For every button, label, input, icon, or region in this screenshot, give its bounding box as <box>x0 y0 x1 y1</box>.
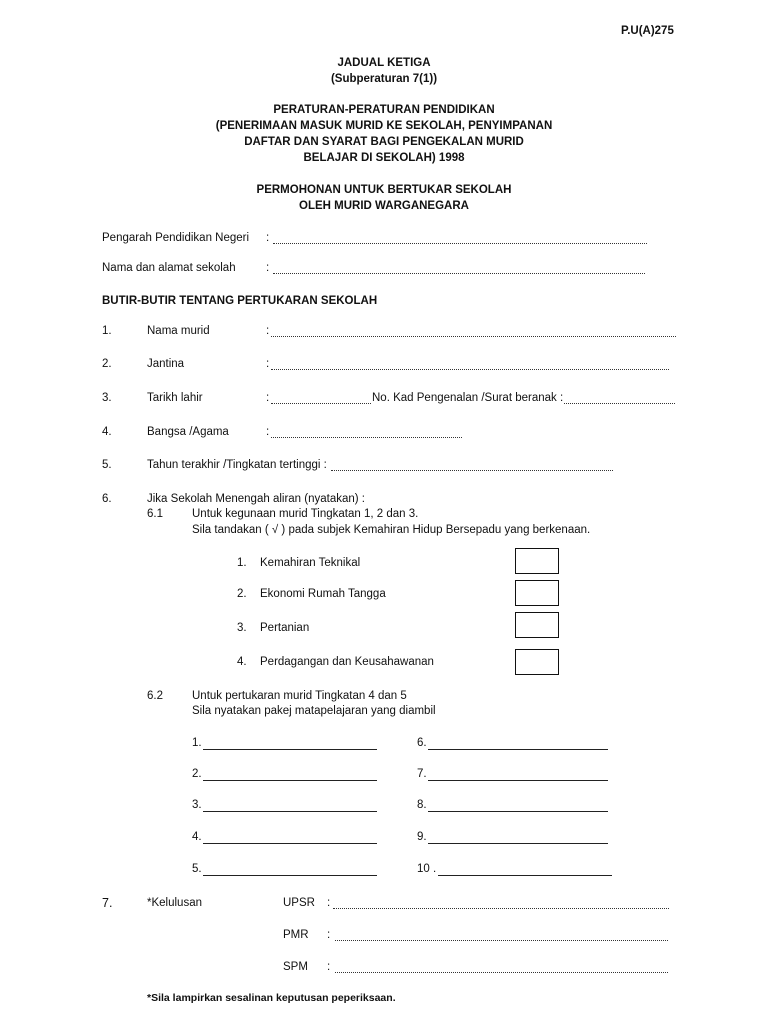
subsection-61-line2: Sila tandakan ( √ ) pada subjek Kemahiran Hidup Bersepadu yang berkenaan. <box>192 524 591 536</box>
qualification-label: *Kelulusan <box>147 897 202 909</box>
subsection-62-line1: Untuk pertukaran murid Tingkatan 4 dan 5 <box>192 690 407 702</box>
gender-label: Jantina <box>147 358 185 370</box>
package-number: 5. <box>192 863 202 875</box>
subject-label: Ekonomi Rumah Tangga <box>260 588 386 600</box>
subsection-number: 6.2 <box>147 690 163 702</box>
package-subject-field[interactable] <box>203 780 377 781</box>
student-name-label: Nama murid <box>147 325 210 337</box>
subject-checkbox[interactable] <box>515 649 559 675</box>
subregulation-label: (Subperaturan 7(1)) <box>330 73 438 85</box>
package-subject-field[interactable] <box>428 780 608 781</box>
pmr-result-field[interactable] <box>335 940 668 941</box>
package-number: 8. <box>417 799 427 811</box>
subsection-62-line2: Sila nyatakan pakej matapelajaran yang diambil <box>192 705 436 717</box>
colon: : <box>327 929 331 941</box>
subject-label: Pertanian <box>260 622 310 634</box>
form-title-line2: OLEH MURID WARGANEGARA <box>299 200 469 212</box>
item-number: 4. <box>102 426 112 438</box>
form-title-line1: PERMOHONAN UNTUK BERTUKAR SEKOLAH <box>256 184 512 196</box>
school-field[interactable] <box>273 273 645 274</box>
last-year-field[interactable] <box>331 470 613 471</box>
package-subject-field[interactable] <box>203 875 377 876</box>
item-number: 5. <box>102 459 112 471</box>
director-field[interactable] <box>273 243 647 244</box>
gender-field[interactable] <box>271 369 669 370</box>
birthdate-field[interactable] <box>271 403 371 404</box>
package-number: 6. <box>417 737 427 749</box>
item-number: 2. <box>102 358 112 370</box>
subject-label: Perdagangan dan Keusahawanan <box>260 656 434 668</box>
subsection-number: 6.1 <box>147 508 163 520</box>
stream-label: Jika Sekolah Menengah aliran (nyatakan) : <box>147 493 365 505</box>
package-subject-field[interactable] <box>438 875 612 876</box>
package-subject-field[interactable] <box>428 811 608 812</box>
race-religion-field[interactable] <box>271 437 462 438</box>
reference-code: P.U(A)275 <box>621 25 674 37</box>
subject-number: 4. <box>237 656 247 668</box>
section-heading: BUTIR-BUTIR TENTANG PERTUKARAN SEKOLAH <box>102 295 378 307</box>
item-number: 6. <box>102 493 112 505</box>
footnote: *Sila lampirkan sesalinan keputusan peperiksaan. <box>147 992 396 1004</box>
colon: : <box>266 426 270 438</box>
subject-number: 2. <box>237 588 247 600</box>
regulation-title-line1: PERATURAN-PERATURAN PENDIDIKAN <box>273 104 495 116</box>
package-number: 10 . <box>417 863 437 875</box>
package-subject-field[interactable] <box>203 811 377 812</box>
exam-name-pmr: PMR <box>283 929 309 941</box>
package-number: 3. <box>192 799 202 811</box>
package-number: 4. <box>192 831 202 843</box>
regulation-title-line3: DAFTAR DAN SYARAT BAGI PENGEKALAN MURID <box>244 136 524 148</box>
colon: : <box>327 961 331 973</box>
package-subject-field[interactable] <box>428 843 608 844</box>
ic-field[interactable] <box>564 403 675 404</box>
subject-number: 3. <box>237 622 247 634</box>
regulation-title-line4: BELAJAR DI SEKOLAH) 1998 <box>303 152 465 164</box>
subject-checkbox[interactable] <box>515 580 559 606</box>
colon: : <box>266 358 270 370</box>
birthdate-label: Tarikh lahir <box>147 392 203 404</box>
director-label: Pengarah Pendidikan Negeri <box>102 232 250 244</box>
item-number: 1. <box>102 325 112 337</box>
colon: : <box>266 232 270 244</box>
colon: : <box>266 392 270 404</box>
colon: : <box>266 262 270 274</box>
package-subject-field[interactable] <box>203 843 377 844</box>
package-number: 1. <box>192 737 202 749</box>
last-year-label: Tahun terakhir /Tingkatan tertinggi : <box>147 459 327 471</box>
subject-checkbox[interactable] <box>515 612 559 638</box>
colon: : <box>266 325 270 337</box>
subject-checkbox[interactable] <box>515 548 559 574</box>
exam-name-upsr: UPSR <box>283 897 315 909</box>
school-label: Nama dan alamat sekolah <box>102 262 236 274</box>
student-name-field[interactable] <box>271 336 676 337</box>
ic-label: No. Kad Pengenalan /Surat beranak : <box>372 392 564 404</box>
subject-number: 1. <box>237 557 247 569</box>
schedule-title: JADUAL KETIGA <box>337 57 431 69</box>
package-number: 2. <box>192 768 202 780</box>
colon: : <box>327 897 331 909</box>
subject-label: Kemahiran Teknikal <box>260 557 361 569</box>
race-religion-label: Bangsa /Agama <box>147 426 229 438</box>
package-subject-field[interactable] <box>203 749 377 750</box>
subsection-61-line1: Untuk kegunaan murid Tingkatan 1, 2 dan 3. <box>192 508 419 520</box>
package-subject-field[interactable] <box>428 749 608 750</box>
item-number: 3. <box>102 392 112 404</box>
package-number: 9. <box>417 831 427 843</box>
exam-name-spm: SPM <box>283 961 308 973</box>
package-number: 7. <box>417 768 427 780</box>
regulation-title-line2: (PENERIMAAN MASUK MURID KE SEKOLAH, PENYIMPANAN <box>215 120 553 132</box>
item-number: 7. <box>102 896 113 910</box>
upsr-result-field[interactable] <box>333 908 669 909</box>
spm-result-field[interactable] <box>335 972 668 973</box>
